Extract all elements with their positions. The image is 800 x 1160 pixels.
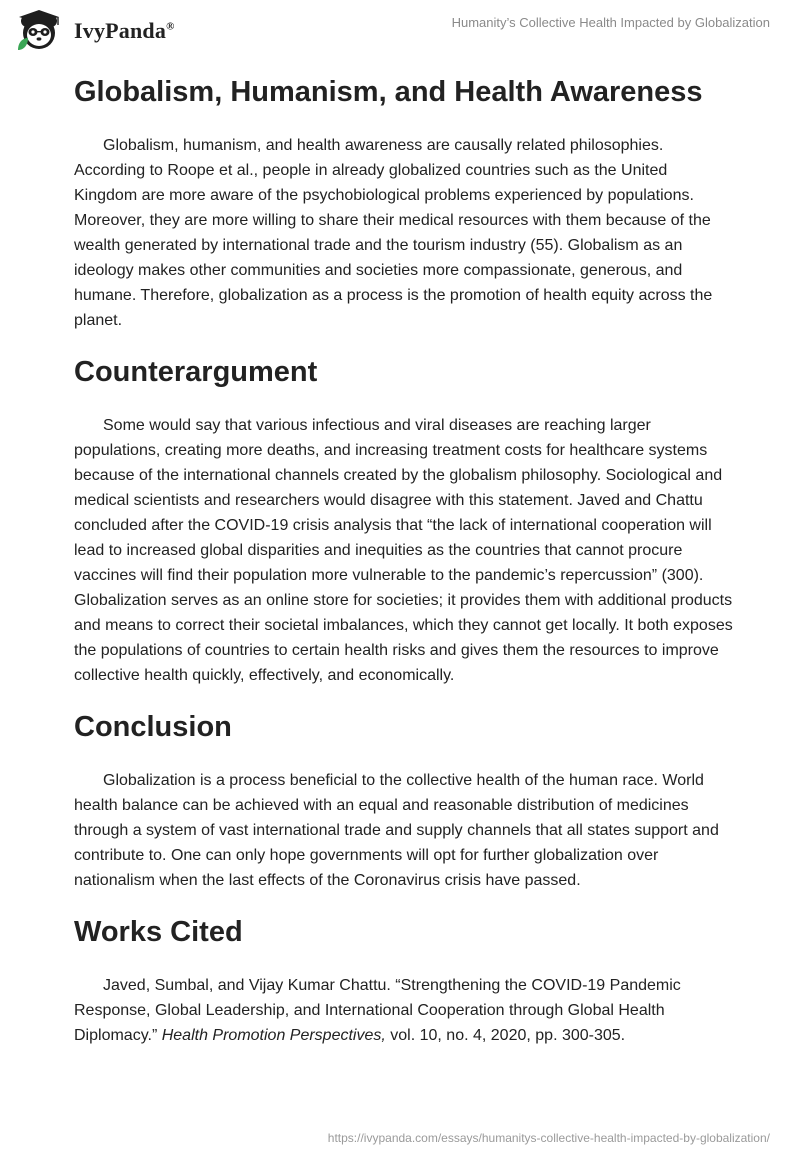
citation-entry [74,973,734,1048]
section-works-cited [74,910,734,1048]
citation-authors-title: Javed, Sumbal, and Vijay Kumar Chattu. “Strengthening the COVID-19 Pandemic Response, Global Leadership, and International Cooperation through Global Health Diplomacy.” [74,977,681,1044]
section-heading: Works Cited [74,916,243,948]
section-counterargument [74,350,734,688]
section-heading: Conclusion [74,711,232,743]
section-heading: Globalism, Humanism, and Health Awareness [74,76,703,108]
section-paragraph: Globalism, humanism, and health awareness are causally related philosophies. According to Roope et al., people in already globalized countries such as the United Kingdom are more aware of the psychobiological problems experienced by populations. Moreover, they are more willing to share their medical resources with them because of the wealth generated by international trade and the tourism industry (55). Globalism as an ideology makes other communities and societies more compassionate, generous, and humane. Therefore, globalization as a process is the promotion of health equity across the planet. [74,137,713,329]
essay-body [74,70,734,1065]
citation-details: vol. 10, no. 4, 2020, pp. 300-305. [385,1027,626,1044]
document-title: Humanity’s Collective Health Impacted by Globalization [451,15,770,30]
section-paragraph: Globalization is a process beneficial to the collective health of the human race. World health balance can be achieved with an equal and reasonable distribution of medicines through a system of vast international trade and supply channels that all states support and contribute to. One can only hope governments will opt for further globalization over nationalism when the last effects of the Coronavirus crisis have passed. [74,772,719,889]
section-heading: Counterargument [74,356,318,388]
citation-journal: Health Promotion Perspectives, [161,1027,386,1044]
section-paragraph: Some would say that various infectious and viral diseases are reaching larger populations, creating more deaths, and increasing treatment costs for healthcare systems because of the international channels created by the globalism philosophy. Sociological and medical scientists and researchers would disagree with this statement. Javed and Chattu concluded after the COVID-19 crisis analysis that “the lack of international cooperation will lead to increased global disparities and inequities as the countries that cannot procure vaccines will find their population more vulnerable to the pandemic’s repercussion” (300). Globalization serves as an online store for societies; it provides them with additional products and means to correct their societal imbalances, which they cannot get locally. It both exposes the populations of countries to certain health risks and gives them the resources to improve collective health quickly, effectively, and economically. [74,417,733,684]
section-conclusion [74,705,734,893]
section-globalism [74,70,734,333]
source-url[interactable]: https://ivypanda.com/essays/humanitys-collective-health-impacted-by-globalization/ [327,1131,770,1145]
ivypanda-logo[interactable] [14,8,175,54]
panda-graduate-icon [14,8,68,54]
brand-name: IvyPanda® [74,18,175,43]
page-header [0,0,800,70]
